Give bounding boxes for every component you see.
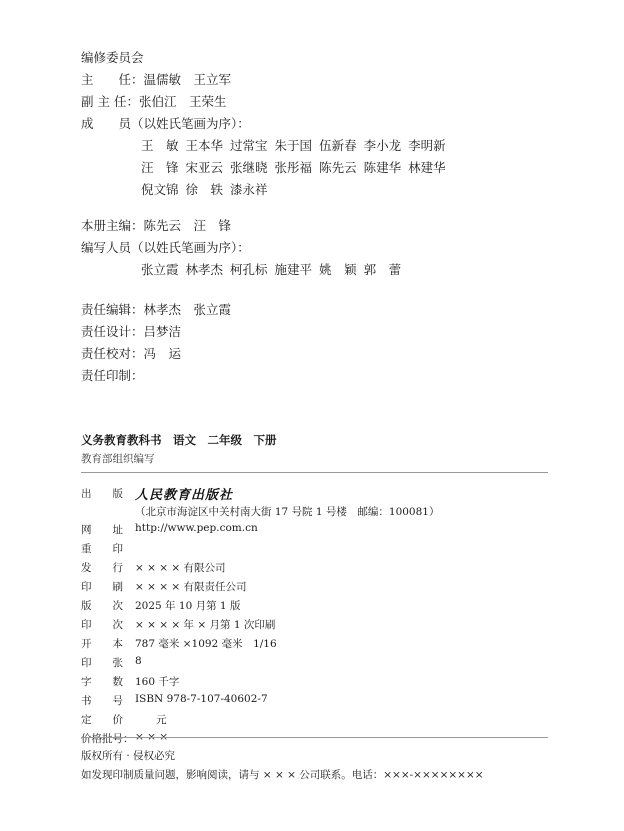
writer-name: 郭 蕾 — [363, 262, 402, 277]
pub-value: http://www.pep.com.cn — [135, 522, 258, 534]
member-name: 伍新春 — [319, 138, 357, 153]
pub-label: 定 价 — [81, 714, 123, 726]
pub-label: 价格批号： — [81, 733, 134, 745]
member-name: 陈建华 — [363, 160, 402, 175]
quality-notice: 如发现印制质量问题，影响阅读，请与 × × × 公司联系。电话：×××-×××××××× — [81, 769, 484, 781]
writers-row — [141, 260, 408, 278]
director-names: 温儒敏 王立军 — [143, 72, 232, 87]
pub-value: × × × × 有限公司 — [135, 562, 226, 574]
pub-label: 书 号 — [81, 695, 123, 707]
book-title: 义务教育教科书 语文 二年级 下册 — [81, 433, 277, 447]
writer-name: 张立霞 — [141, 262, 179, 277]
pub-label: 印 次 — [81, 619, 123, 631]
pub-value: 160 千字 — [135, 676, 180, 688]
pub-label: 网 址 — [81, 524, 123, 536]
pub-row — [81, 655, 142, 669]
member-name: 过常宝 — [230, 138, 268, 153]
responsibility-design — [81, 322, 181, 340]
pub-value: 787 毫米 ×1092 毫米 1/16 — [135, 638, 277, 650]
resp-value: 冯 运 — [143, 346, 182, 361]
pub-row — [81, 636, 277, 650]
pub-row — [81, 617, 276, 631]
member-name: 王本华 — [185, 138, 224, 153]
pub-row — [81, 522, 258, 536]
divider-top — [81, 472, 548, 473]
resp-value: 林孝杰 张立霞 — [143, 302, 232, 317]
director-line — [81, 70, 231, 88]
members-label: 成 员（以姓氏笔画为序）： — [81, 116, 250, 131]
pub-label: 版 次 — [81, 600, 123, 612]
resp-value: 吕梦洁 — [143, 324, 182, 339]
member-name: 张继晓 — [230, 160, 268, 175]
members-row-1 — [141, 136, 453, 154]
publisher-logo: 人民教育出版社 — [135, 488, 234, 503]
member-name: 朱于国 — [274, 138, 313, 153]
writer-name: 柯孔标 — [230, 262, 268, 277]
pub-label: 重 印 — [81, 543, 123, 555]
member-name: 李小龙 — [363, 138, 402, 153]
pub-label: 印 张 — [81, 657, 123, 669]
member-name: 汪 锋 — [141, 160, 179, 175]
pub-row — [81, 579, 247, 593]
deputy-label: 副 主 任： — [81, 94, 139, 109]
director-label: 主 任： — [81, 72, 144, 87]
compiled-by: 教育部组织编写 — [81, 453, 155, 465]
member-name: 李明新 — [408, 138, 446, 153]
publisher-row — [81, 486, 234, 503]
pub-row — [81, 712, 167, 726]
pub-row — [81, 560, 226, 574]
pub-label: 字 数 — [81, 676, 123, 688]
members-row-2 — [141, 158, 453, 176]
writers-label: 编写人员（以姓氏笔画为序）： — [81, 240, 250, 255]
responsibility-editor — [81, 300, 231, 318]
members-row-3 — [141, 180, 275, 198]
pub-row — [81, 731, 169, 745]
pub-label: 发 行 — [81, 562, 123, 574]
member-name: 林建华 — [408, 160, 446, 175]
member-name: 徐 轶 — [185, 182, 224, 197]
resp-label: 责任印制： — [81, 368, 144, 383]
pub-row — [81, 541, 135, 555]
pub-row — [81, 674, 180, 688]
pub-value: 2025 年 10 月第 1 版 — [135, 600, 241, 612]
member-name: 倪文锦 — [141, 182, 179, 197]
responsibility-proof — [81, 344, 181, 362]
writer-name: 施建平 — [274, 262, 313, 277]
pub-label: 出 版 — [81, 488, 123, 500]
divider-bottom — [81, 737, 548, 738]
committee-heading: 编修委员会 — [81, 50, 144, 65]
deputy-line — [81, 92, 226, 110]
pub-label: 开 本 — [81, 638, 123, 650]
chief-editor-label: 本册主编： — [81, 218, 144, 233]
writer-name: 林孝杰 — [185, 262, 224, 277]
resp-label: 责任设计： — [81, 324, 144, 339]
pub-value: 8 — [135, 655, 142, 667]
writer-name: 姚 颖 — [319, 262, 357, 277]
pub-value: 元 — [135, 714, 167, 726]
pub-label: 印 刷 — [81, 581, 123, 593]
chief-editor-names: 陈先云 汪 锋 — [143, 218, 232, 233]
member-name: 漆永祥 — [230, 182, 268, 197]
pub-row — [81, 598, 241, 612]
member-name: 张彤福 — [274, 160, 313, 175]
pub-row — [81, 693, 268, 707]
publisher-address: （北京市海淀区中关村南大街 17 号院 1 号楼 邮编：100081） — [135, 506, 440, 518]
pub-value: × × × — [135, 731, 169, 743]
chief-editor-line — [81, 216, 231, 234]
member-name: 陈先云 — [319, 160, 357, 175]
member-name: 宋亚云 — [185, 160, 224, 175]
deputy-names: 张伯江 王荣生 — [138, 94, 227, 109]
rights-notice: 版权所有 · 侵权必究 — [81, 750, 176, 762]
pub-value: ISBN 978-7-107-40602-7 — [135, 693, 268, 705]
pub-value: × × × × 年 × 月第 1 次印刷 — [135, 619, 276, 631]
resp-label: 责任校对： — [81, 346, 144, 361]
resp-label: 责任编辑： — [81, 302, 144, 317]
responsibility-print — [81, 366, 144, 384]
member-name: 王 敏 — [141, 138, 179, 153]
pub-value: × × × × 有限责任公司 — [135, 581, 247, 593]
